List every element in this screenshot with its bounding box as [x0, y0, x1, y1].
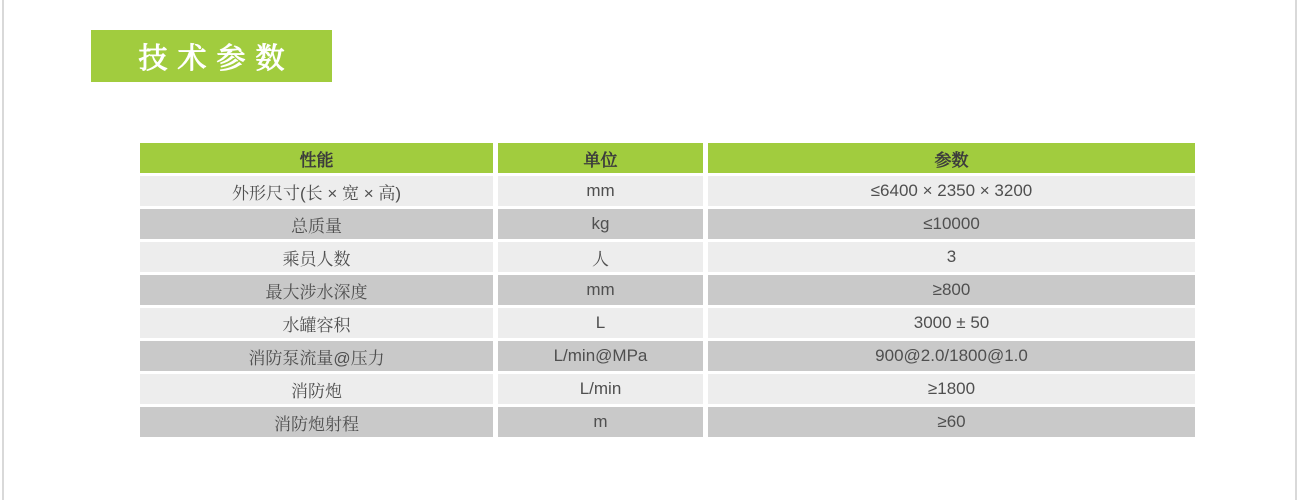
- page-edge-right: [1295, 0, 1297, 500]
- spec-value-cell: ≤10000: [708, 209, 1195, 239]
- spec-name-cell: 消防炮: [140, 374, 493, 404]
- spec-unit-cell: mm: [498, 275, 703, 305]
- col-header-unit: 单位: [498, 143, 703, 173]
- col-header-parameter: 参数: [708, 143, 1195, 173]
- spec-value-cell: 3: [708, 242, 1195, 272]
- spec-name-cell: 外形尺寸(长 × 宽 × 高): [140, 176, 493, 206]
- spec-unit-cell: L/min@MPa: [498, 341, 703, 371]
- spec-unit-cell: kg: [498, 209, 703, 239]
- spec-value-cell: ≥1800: [708, 374, 1195, 404]
- spec-unit-cell: L: [498, 308, 703, 338]
- spec-value-cell: ≤6400 × 2350 × 3200: [708, 176, 1195, 206]
- spec-value-cell: ≥800: [708, 275, 1195, 305]
- spec-name-cell: 消防炮射程: [140, 407, 493, 437]
- spec-name-cell: 乘员人数: [140, 242, 493, 272]
- spec-table: [140, 143, 1195, 437]
- spec-value-cell: ≥60: [708, 407, 1195, 437]
- spec-unit-cell: 人: [498, 242, 703, 272]
- spec-name-cell: 最大涉水深度: [140, 275, 493, 305]
- spec-unit-cell: mm: [498, 176, 703, 206]
- spec-value-cell: 3000 ± 50: [708, 308, 1195, 338]
- section-title-banner: [91, 30, 332, 82]
- spec-unit-cell: m: [498, 407, 703, 437]
- spec-value-cell: 900@2.0/1800@1.0: [708, 341, 1195, 371]
- section-title: 技术参数: [138, 42, 295, 75]
- page-edge-left: [2, 0, 4, 500]
- spec-name-cell: 水罐容积: [140, 308, 493, 338]
- spec-name-cell: 总质量: [140, 209, 493, 239]
- spec-unit-cell: L/min: [498, 374, 703, 404]
- col-header-performance: 性能: [140, 143, 493, 173]
- spec-name-cell: 消防泵流量@压力: [140, 341, 493, 371]
